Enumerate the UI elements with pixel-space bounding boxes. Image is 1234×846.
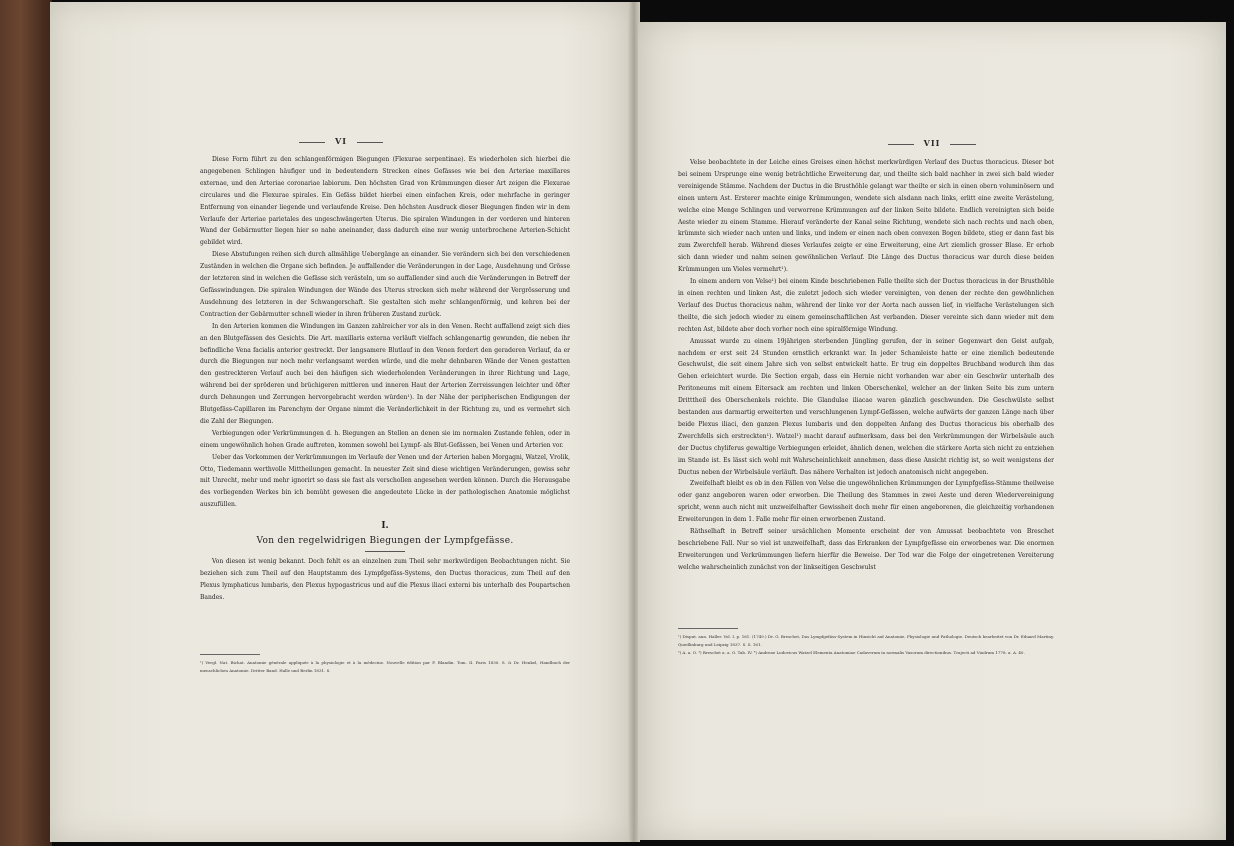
paragraph: In den Arterien kommen die Windungen im Ganzen zahlreicher vor als in den Venen. Recht auffallend zeigt sich dies an den Blutgefässen des Gesichts. Die Art. maxillaris externa verläuft vielfach schlangenartig gewunden, die neben ihr befindliche Vena facialis anterior gestreckt. Der langsamere Blutlauf in den Venen fordert den geraderen Verlauf, da er durch die Biegungen nur noch mehr verlangsamt werden würde, und die mehr dehnbaren Wände der Venen gestatten den gestreckteren Verlauf auch bei den häufigen sich wiederholenden Veränderungen in ihrer Richtung und Lage, während bei der spröderen und brüchigeren mittleren und inneren Haut der Arterien Zerreissungen leichter und öfter durch Dehnungen und Zerrungen hervorgebracht werden würden¹). In der Nähe der peripherischen Endigungen der Blutgefäss-Capillaren im Parenchym der Organe nimmt die Veränderlichkeit in der Richtung zu, und es vermehrt sich die Zahl der Biegungen. — [200, 322, 570, 425]
left-page — [50, 2, 632, 842]
right-page-footnotes — [678, 633, 1054, 657]
section-heading — [200, 521, 570, 552]
section-number: I. — [381, 521, 389, 532]
paragraph: Von diesen ist wenig bekannt. Doch fehlt es an einzelnen zum Theil sehr merkwürdigen Beobachtungen nicht. Sie beziehen sich zum Theil auf den Hauptstamm des Lympfgefäss-Systems, den Ductus thoracicus, zum Theil auf den Plexus lymphaticus lumbaris, den Plexus hypogastricus und auf die Plexus iliaci externi bis unterhalb des Poupartschen Bandes. — [200, 558, 570, 601]
right-page-body — [678, 157, 1054, 574]
paragraph: Verbiegungen oder Verkrümmungen d. h. Biegungen an Stellen an denen sie im normalen Zustande fehlen, oder in einem ungewöhnlich hohen Grade auftreten, kommen sowohl bei Lympf- als Blut-Gefässen, bei Venen und Arterien vor. — [200, 429, 570, 449]
paragraph: Amussat wurde zu einem 19jährigen sterbenden Jüngling gerufen, der in seiner Gegenwart den Geist aufgab, nachdem er erst seit 24 Stunden ernstlich erkrankt war. In jeder Schamleiste hatte er eine ziemlich bedeutende Geschwulst, die seit einem Jahre sich von selbst entwickelt hatte. Er trug ein doppeltes Bruchband wodurch ihm das Gehen erleichtert wurde. Die Section ergab, dass ein Hernie nicht vorhanden war aber ein Geschwür unterhalb des Peritoneums mit einem Eitersack am rechten und linken Oberschenkel, welcher an der linken Seite bis zum untern Dritttheil des Oberschenkels reichte. Die Glandulae iliacae waren gänzlich geschwunden. Die Geschwülste selbst bestanden aus darmartig erweiterten und verschlungenen Lympf-Gefässen, welche aufwärts der ganzen Länge nach über beide Plexus iliaci, den ganzen Plexus lumbaris und den doppelten Anfang des Ductus thoracicus bis oberhalb des Zwerchfells sich erstreckten¹). Watzel¹) macht darauf aufmerksam, dass bei den Verkrümmungen der Wirbelsäule auch der Ductus chyliferus gewaltige Verbiegungen erleidet, ähnlich denen, welchen die stärkere Aorta sich nicht zu entziehen im Stande ist. Es lässt sich wohl mit Wahrscheinlichkeit annehmen, dass diese Ansicht richtig ist, so weit wenigstens der Ductus neben der Wirbelsäule verläuft. Das nähere Verhalten ist jedoch anatomisch nicht angegeben. — [678, 337, 1054, 476]
footnote: ²) A. a. O. ³) Breschet a. a. O. Tab. IV. ⁴) Andreae Ludovicus Watzel Elementa Anatomiae Cadaverum in normalis Vasorum directionibus. Trajecti ad Viadrum 1778. a. A. 40. — [678, 650, 1025, 655]
footnote: ¹) Disput. ann. Haller. Vol. I. p. 161. (1749.) Dr. G. Breschet, Das Lympfgefäss-System in Hinsicht auf Anatomie, Physiologie und Pathologie. Deutsch bearbeitet von Dr. Eduard Martiny. Quedlinburg und Leipzig 1837. S. S. 161. — [678, 634, 1054, 647]
footnote-rule — [678, 628, 738, 629]
left-page-folio: VI — [50, 136, 632, 146]
paragraph: Ueber das Vorkommen der Verkrümmungen im Verlaufe der Venen und der Arterien haben Morgagni, Watzel, Vrolik, Otto, Tiedemann werthvolle Mittheilungen gemacht. In neuester Zeit sind diese wichtigen Veränderungen, gewiss sehr mit Unrecht, mehr und mehr ignorirt so dass sie fast als verschollen angesehen werden können. Durch die Herausgabe des vorliegenden Werkes bin ich bemüht gewesen die angedeutete Lücke in der pathologischen Anatomie möglichst auszufüllen. — [200, 453, 570, 509]
paragraph: Diese Abstufungen reihen sich durch allmählige Uebergänge an einander. Sie verändern sich bei den verschiedenen Zuständen in welchen die Organe sich befinden. Je auffallender die Veränderungen in der Lage, Ausdehnung und Grösse der letzteren sind in welchen die Gefässe sich verästeln, um so auffallender sind auch die Veränderungen in Betreff der Gefässwindungen. Die spiralen Windungen der Wände des Uterus strecken sich mehr während der Vergrösserung und Ausdehnung des letzteren in der Schwangerschaft. Sie gestalten sich mehr schlangenförmig, und kehren bei der Contraction der Gebärmutter schnell wieder in ihren früheren Zustand zurück. — [200, 251, 570, 318]
book-cover-edge — [0, 0, 52, 846]
paragraph: Zweifelhaft bleibt es ob in den Fällen von Velse die ungewöhnlichen Krümmungen der Lympfgefäss-Stämme theilweise oder ganz angeboren waren oder erworben. Die Theilung des Stammes in zwei Aeste und deren Wiedervereinigung spricht, wenn auch nicht mit unzweifelhafter Gewissheit doch mehr für einen angeborenen, die gleichzeitig vorhandenen Erweiterungen in dem 1. Falle mehr für einen erworbenen Zustand. — [678, 480, 1054, 524]
footnote-rule — [200, 654, 260, 655]
left-page-footnotes — [200, 659, 570, 675]
right-page — [638, 22, 1226, 840]
section-title: Von den regelwidrigen Biegungen der Lympfgefässe. — [256, 536, 514, 547]
paragraph: Velse beobachtete in der Leiche eines Greises einen höchst merkwürdigen Verlauf des Ductus thoracicus. Dieser bot bei seinem Ursprunge eine wenig beträchtliche Erweiterung dar, und theilte sich bald nachher in zwei sich bald wieder vereinigende Stämme. Nachdem der Ductus in die Brusthöhle gelangt war theilte er sich in einen obern voluminösern und einen untern Ast. Ersterer machte einige Krümmungen, wendete sich alsdann nach links, erlitt eine zweite Verästelung, welche eine Menge Schlingen und verworrene Krümmungen auf der linken Seite bildete. Endlich vereinigten sich beide Aeste wieder zu einem Stamme. Hierauf veränderte der Kanal seine Richtung, wendete sich nach rechts und nach oben, krümmte sich wieder nach unten und links, und indem er einen nach oben convexen Bogen bildete, stieg er dann fast bis zum Zwerchfell herab. Während dieses Verlaufes zeigte er eine Erweiterung, eine Art ziemlich grosser Blase. Er erhob sich dann wieder und nahm seinen gewöhnlichen Verlauf. Die Länge des Ductus thoracicus war durch diese beiden Krümmungen um Vieles vermehrt¹). — [678, 159, 1054, 274]
left-page-body — [200, 154, 570, 604]
footnote: ¹) Vergl. Nat. Bichat. Anatomie générale appliquée à la physiologie et à la médecine. Nouvelle édition par F. Blandin. Tom. II. Paris 1830. S. & Dr. Henkel, Handbuch der menschlichen Anatomie. Dritter Band. Halle und Berlin 1831. S. — [200, 660, 570, 673]
paragraph: Diese Form führt zu den schlangenförmigen Biegungen (Flexurae serpentinae). Es wiederholen sich hierbei die angegebenen Schlingen häufiger und in bedeutendern Strecken eines Gefässes wie bei den Arteriae maxillares externae, und den Arteriae coronariae labiorum. Den höchsten Grad von Krümmungen dieser Art zeigen die Flexurae circulares und die Flexurae spirales. Ein Gefäss bildet hierbei einen einfachen Kreis, oder mehrfache in geringer Entfernung von einander liegende und verlaufende Kreise. Den höchsten Ausdruck dieser Biegungen finden wir in dem Verlaufe der Arteriae parietales des ungeschwängerten Uterus. Die spiralen Windungen in der vorderen und hinteren Wand der Gebärmutter liegen hier so nahe aneinander, dass dadurch eine nur wenig unterbrochene Arterien-Schicht gebildet wird. — [200, 156, 570, 247]
paragraph: In einem andern von Velse¹) bei einem Kinde beschriebenen Falle theilte sich der Ductus thoracicus in der Brusthöhle in einen rechten und linken Ast, die zuletzt jedoch sich wieder vereinigten, von denen der rechte den gewöhnlichen Verlauf des Ductus thoracicus nahm, während der linke vor der Aorta nach aussen lief, in vielfache Verästelungen sich theilte, die sich jedoch wieder zu einem gemeinschaftlichen Ast verbanden. Dieser vereinte sich dann wieder mit dem rechten Ast, bildete aber doch vorher noch eine spiralförmige Windung. — [678, 278, 1054, 333]
paragraph: Räthselhaft in Betreff seiner ursächlichen Momente erscheint der von Amussat beobachtete von Breschet beschriebene Fall. Nur so viel ist unzweifelhaft, dass das Erkranken der Lympfgefässe ein erworbenes war. Die enormen Erweiterungen und Verkrümmungen liefern hierfür die Beweise. Der Tod war die Folge der eingetretenen Vereiterung welche wahrscheinlich zunächst von der linkseitigen Geschwulst — [678, 528, 1054, 571]
right-page-folio: VII — [638, 138, 1226, 148]
